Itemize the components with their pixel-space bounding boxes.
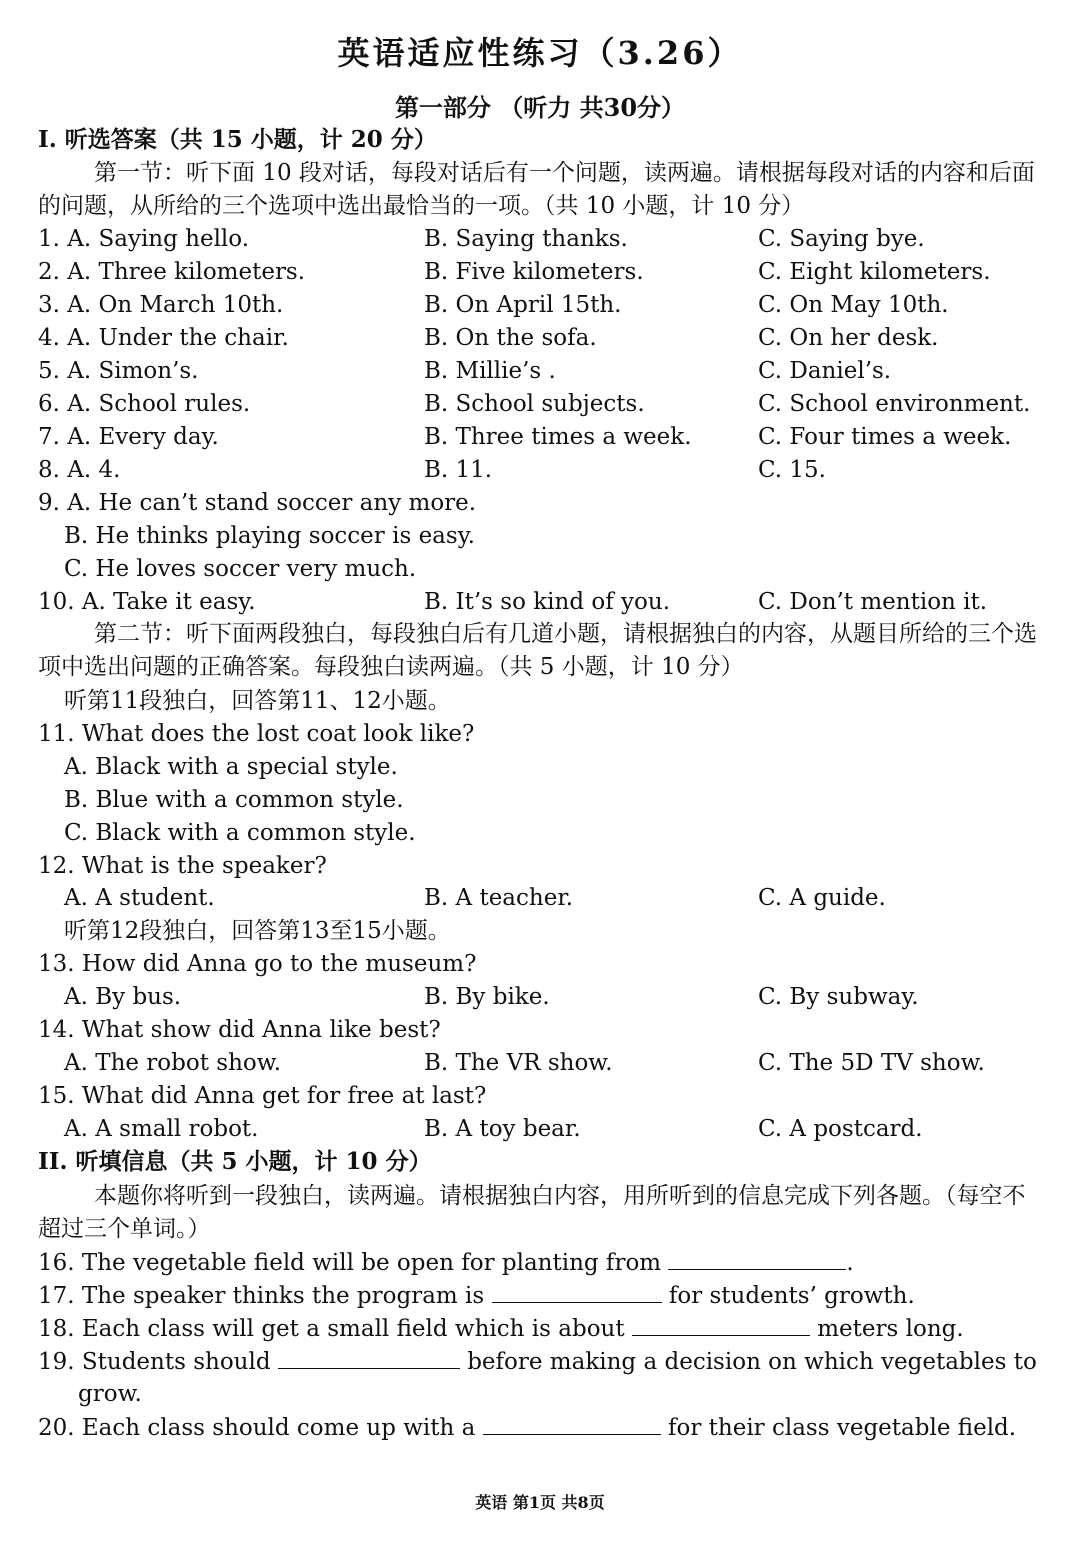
q18-text-before: 18. Each class will get a small field which is about [38, 1316, 625, 1342]
section2-heading: II. 听填信息（共 5 小题，计 10 分） [38, 1148, 432, 1175]
q13-stem: 13. How did Anna go to the museum? [38, 951, 477, 977]
q10-option-b: B. It’s so kind of you. [424, 589, 671, 615]
q9-option-b: B. He thinks playing soccer is easy. [64, 523, 475, 549]
q19-text-after: before making a decision on which vegetables to [467, 1349, 1037, 1375]
q9-option-c: C. He loves soccer very much. [64, 556, 417, 582]
q6-option-a: 6. A. School rules. [38, 391, 251, 417]
q4-option-c: C. On her desk. [758, 325, 939, 351]
q16-text-before: 16. The vegetable field will be open for planting from [38, 1250, 662, 1276]
q20-text-before: 20. Each class should come up with a [38, 1415, 476, 1441]
q20 [38, 1412, 1016, 1443]
q2-option-c: C. Eight kilometers. [758, 259, 991, 285]
q16-text-after: . [846, 1250, 854, 1276]
q3-option-c: C. On May 10th. [758, 292, 949, 318]
q8-option-c: C. 15. [758, 457, 826, 483]
q15-stem: 15. What did Anna get for free at last? [38, 1083, 487, 1109]
q12-option-a: A. A student. [64, 885, 215, 911]
monologue2-intro: 听第12段独白，回答第13至15小题。 [64, 918, 451, 944]
q3-option-a: 3. A. On March 10th. [38, 292, 284, 318]
q13-option-a: A. By bus. [64, 984, 182, 1010]
q1-option-c: C. Saying bye. [758, 226, 925, 252]
q7-option-c: C. Four times a week. [758, 424, 1012, 450]
q17 [38, 1280, 915, 1311]
q17-answer-blank[interactable] [492, 1280, 662, 1303]
q20-text-after: for their class vegetable field. [667, 1415, 1017, 1441]
q10-option-c: C. Don’t mention it. [758, 589, 988, 615]
q5-option-b: B. Millie’s . [424, 358, 556, 384]
exam-title: 英语适应性练习（3.26） [337, 34, 743, 72]
part-title: 第一部分 （听力 共30分） [394, 93, 686, 122]
q9-option-a: 9. A. He can’t stand soccer any more. [38, 490, 477, 516]
q5-option-c: C. Daniel’s. [758, 358, 892, 384]
q17-text-before: 17. The speaker thinks the program is [38, 1283, 485, 1309]
q14-option-a: A. The robot show. [64, 1050, 282, 1076]
q5-option-a: 5. A. Simon’s. [38, 358, 199, 384]
q4-option-a: 4. A. Under the chair. [38, 325, 289, 351]
q18 [38, 1313, 964, 1344]
q7-option-b: B. Three times a week. [424, 424, 692, 450]
q20-answer-blank[interactable] [483, 1412, 661, 1435]
q11-option-a: A. Black with a special style. [64, 754, 398, 780]
section1-sub2-instruction: 第二节：听下面两段独白，每段独白后有几道小题，请根据独白的内容，从题目所给的三个选项中选出问题的正确答案。每段独白读两遍。（共 5 小题，计 10 分） [38, 621, 1037, 680]
q14-stem: 14. What show did Anna like best? [38, 1017, 441, 1043]
monologue1-intro: 听第11段独白，回答第11、12小题。 [64, 688, 451, 714]
section1-sub1-instruction: 第一节：听下面 10 段对话，每段对话后有一个问题，读两遍。请根据每段对话的内容和后面的问题，从所给的三个选项中选出最恰当的一项。（共 10 小题，计 10 分） [38, 160, 1035, 219]
q2-option-a: 2. A. Three kilometers. [38, 259, 306, 285]
q1-option-a: 1. A. Saying hello. [38, 226, 250, 252]
q13-option-c: C. By subway. [758, 984, 919, 1010]
q11-option-b: B. Blue with a common style. [64, 787, 404, 813]
q18-answer-blank[interactable] [632, 1313, 810, 1336]
section2-instruction: 本题你将听到一段独白，读两遍。请根据独白内容，用所听到的信息完成下列各题。（每空不超过三个单词。） [38, 1183, 1026, 1242]
q15-option-a: A. A small robot. [64, 1116, 259, 1142]
q8-option-a: 8. A. 4. [38, 457, 121, 483]
q15-option-c: C. A postcard. [758, 1116, 923, 1142]
q19-continuation: grow. [78, 1381, 142, 1407]
q6-option-b: B. School subjects. [424, 391, 645, 417]
q6-option-c: C. School environment. [758, 391, 1031, 417]
q15-option-b: B. A toy bear. [424, 1116, 581, 1142]
q11-option-c: C. Black with a common style. [64, 820, 416, 846]
q18-text-after: meters long. [817, 1316, 964, 1342]
q17-text-after: for students’ growth. [668, 1283, 915, 1309]
q11-stem: 11. What does the lost coat look like? [38, 721, 475, 747]
q12-option-c: C. A guide. [758, 885, 886, 911]
q12-stem: 12. What is the speaker? [38, 853, 327, 879]
q4-option-b: B. On the sofa. [424, 325, 597, 351]
q1-option-b: B. Saying thanks. [424, 226, 628, 252]
section1-heading: I. 听选答案（共 15 小题，计 20 分） [38, 126, 437, 153]
q19 [38, 1346, 1048, 1377]
q19-text-before: 19. Students should [38, 1349, 271, 1375]
q10-option-a: 10. A. Take it easy. [38, 589, 256, 615]
q13-option-b: B. By bike. [424, 984, 550, 1010]
q12-option-b: B. A teacher. [424, 885, 574, 911]
q16 [38, 1247, 854, 1278]
q14-option-b: B. The VR show. [424, 1050, 613, 1076]
q2-option-b: B. Five kilometers. [424, 259, 644, 285]
q14-option-c: C. The 5D TV show. [758, 1050, 985, 1076]
q19-answer-blank[interactable] [278, 1346, 460, 1369]
q3-option-b: B. On April 15th. [424, 292, 622, 318]
q16-answer-blank[interactable] [668, 1247, 846, 1270]
q8-option-b: B. 11. [424, 457, 493, 483]
page-footer: 英语 第1页 共8页 [475, 1493, 605, 1512]
q7-option-a: 7. A. Every day. [38, 424, 219, 450]
